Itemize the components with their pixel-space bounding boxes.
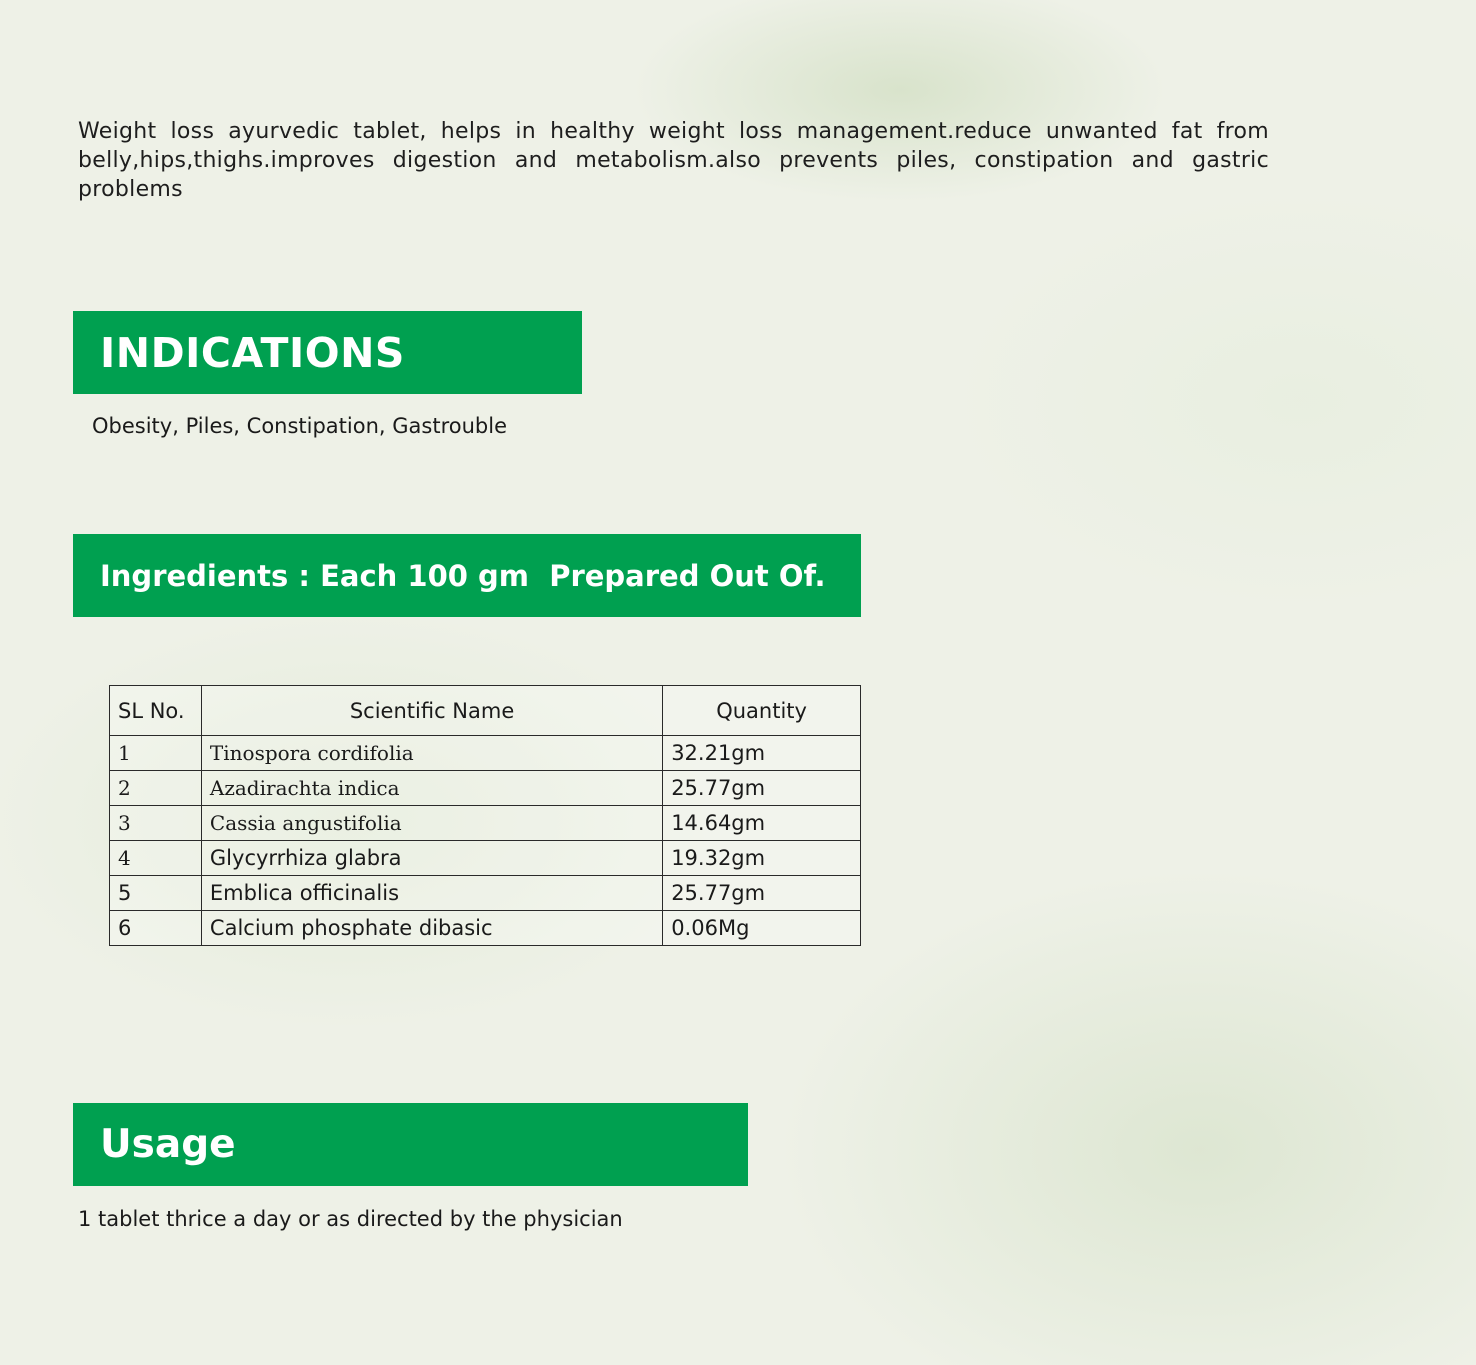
table-row <box>110 736 861 771</box>
scientific-name-cell: Glycyrrhiza glabra <box>201 841 662 876</box>
table-row <box>110 876 861 911</box>
table-row <box>110 771 861 806</box>
scientific-name-cell: Calcium phosphate dibasic <box>201 911 662 946</box>
sl-no-cell: 1 <box>110 736 202 771</box>
sl-no-cell: 6 <box>110 911 202 946</box>
ingredients-table <box>109 685 861 946</box>
table-row <box>110 911 861 946</box>
indications-heading: INDICATIONS <box>73 311 582 394</box>
scientific-name-cell: Emblica officinalis <box>201 876 662 911</box>
table-row <box>110 806 861 841</box>
column-header-scientific-name: Scientific Name <box>201 686 662 736</box>
sl-no-cell: 2 <box>110 771 202 806</box>
quantity-cell: 25.77gm <box>663 876 861 911</box>
usage-instructions: 1 tablet thrice a day or as directed by the physician <box>78 1207 623 1231</box>
column-header-quantity: Quantity <box>663 686 861 736</box>
table-header-row <box>110 686 861 736</box>
scientific-name-cell: Cassia angustifolia <box>201 806 662 841</box>
indications-list: Obesity, Piles, Constipation, Gastrouble <box>92 414 507 438</box>
scientific-name-cell: Tinospora cordifolia <box>201 736 662 771</box>
quantity-cell: 32.21gm <box>663 736 861 771</box>
sl-no-cell: 4 <box>110 841 202 876</box>
quantity-cell: 25.77gm <box>663 771 861 806</box>
scientific-name-cell: Azadirachta indica <box>201 771 662 806</box>
sl-no-cell: 5 <box>110 876 202 911</box>
ingredients-heading: Ingredients : Each 100 gm Prepared Out Of. <box>73 534 861 617</box>
table-row <box>110 841 861 876</box>
quantity-cell: 0.06Mg <box>663 911 861 946</box>
quantity-cell: 14.64gm <box>663 806 861 841</box>
usage-heading: Usage <box>73 1103 748 1186</box>
quantity-cell: 19.32gm <box>663 841 861 876</box>
column-header-sl-no: SL No. <box>110 686 202 736</box>
product-description: Weight loss ayurvedic tablet, helps in healthy weight loss management.reduce unwanted fat from belly,hips,thighs.improves digestion and metabolism.also prevents piles, constipation and gastric problems <box>78 119 1269 202</box>
sl-no-cell: 3 <box>110 806 202 841</box>
